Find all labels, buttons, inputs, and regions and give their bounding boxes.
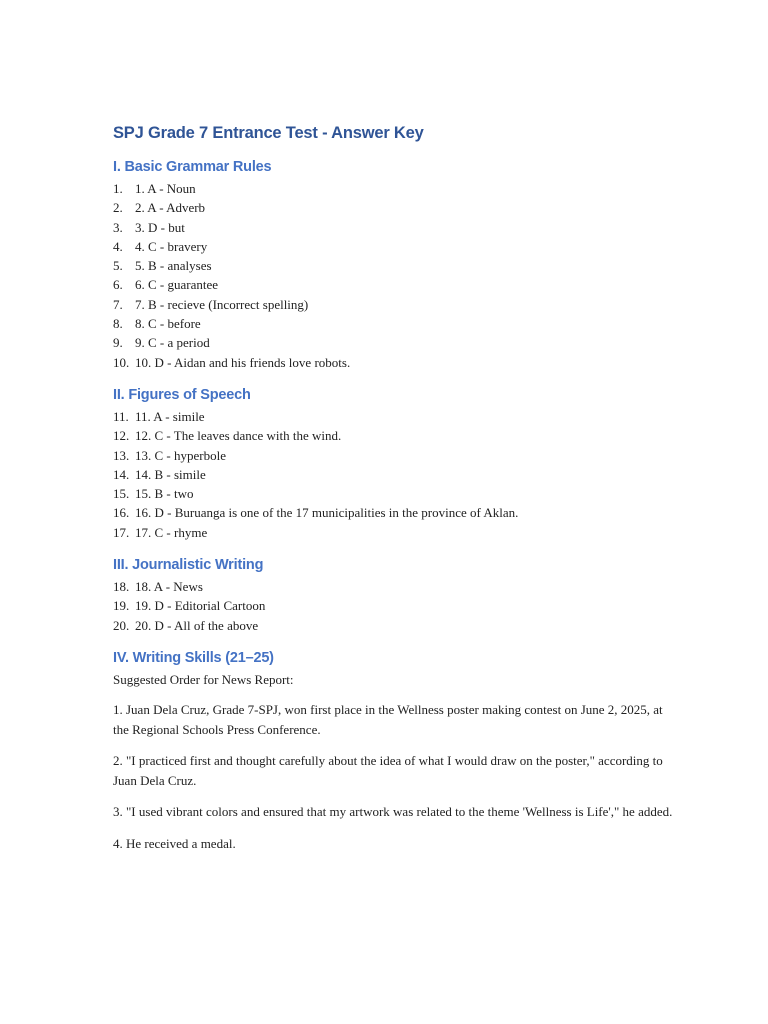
list-item <box>113 237 673 256</box>
answer-text: 10. D - Aidan and his friends love robots. <box>135 354 351 370</box>
answer-text: 9. C - a period <box>135 335 210 351</box>
list-number: 13. <box>113 447 130 463</box>
answer-text: 16. D - Buruanga is one of the 17 municipalities in the province of Aklan. <box>135 505 519 521</box>
list-item <box>113 198 673 217</box>
writing-intro: Suggested Order for News Report: <box>113 671 294 687</box>
list-number: 10. <box>113 354 130 370</box>
answer-text: 11. A - simile <box>135 408 205 424</box>
news-report-sentence-1: 1. Juan Dela Cruz, Grade 7-SPJ, won first place in the Wellness poster making contest on June 2, 2025, at the Regional Schools Press Conference. <box>113 702 663 737</box>
list-item <box>113 314 673 333</box>
list-number: 16. <box>113 505 130 521</box>
list-item <box>113 503 673 522</box>
list-number: 11. <box>113 408 129 424</box>
list-item <box>113 523 673 542</box>
answer-text: 12. C - The leaves dance with the wind. <box>135 428 342 444</box>
list-item <box>113 179 673 198</box>
list-item <box>113 446 673 465</box>
answer-text: 18. A - News <box>135 579 203 595</box>
list-number: 1. <box>113 181 123 196</box>
answer-text: 6. C - guarantee <box>135 277 219 293</box>
list-number: 17. <box>113 524 130 540</box>
answer-text: 2. A - Adverb <box>135 200 206 216</box>
list-item <box>113 333 673 352</box>
answer-text: 17. C - rhyme <box>135 524 208 540</box>
list-number: 15. <box>113 486 130 502</box>
section-heading-figures-of-speech: II. Figures of Speech <box>113 386 251 403</box>
list-item <box>113 256 673 275</box>
document-body <box>113 124 673 865</box>
answer-list-journalistic-writing <box>113 577 673 635</box>
news-report-sentence-4: 4. He received a medal. <box>113 835 236 851</box>
section-heading-journalistic-writing: III. Journalistic Writing <box>113 557 264 574</box>
answer-text: 1. A - Noun <box>135 181 196 196</box>
answer-text: 15. B - two <box>135 486 194 502</box>
list-number: 6. <box>113 277 123 293</box>
list-number: 14. <box>113 466 130 482</box>
list-item <box>113 426 673 445</box>
section-heading-grammar: I. Basic Grammar Rules <box>113 159 272 175</box>
list-item <box>113 353 673 372</box>
list-number: 18. <box>113 579 130 595</box>
answer-text: 4. C - bravery <box>135 238 208 254</box>
answer-text: 19. D - Editorial Cartoon <box>135 598 266 614</box>
list-number: 2. <box>113 200 123 216</box>
document-title: SPJ Grade 7 Entrance Test - Answer Key <box>113 124 424 142</box>
list-number: 4. <box>113 238 123 254</box>
list-item <box>113 577 673 596</box>
answer-list-grammar <box>113 179 673 372</box>
list-number: 20. <box>113 617 130 633</box>
list-number: 3. <box>113 219 123 235</box>
answer-text: 7. B - recieve (Incorrect spelling) <box>135 296 309 312</box>
list-number: 7. <box>113 296 123 312</box>
list-number: 12. <box>113 428 130 444</box>
news-report-sentence-3: 3. "I used vibrant colors and ensured that my artwork was related to the theme 'Wellness is Life'," he added. <box>113 804 673 820</box>
list-number: 5. <box>113 258 123 274</box>
list-number: 19. <box>113 598 130 614</box>
answer-text: 8. C - before <box>135 316 201 332</box>
list-item <box>113 218 673 237</box>
answer-text: 3. D - but <box>135 219 185 235</box>
list-item <box>113 484 673 503</box>
list-item <box>113 275 673 294</box>
news-report-sentence-2: 2. "I practiced first and thought carefully about the idea of what I would draw on the poster," according to Juan Dela Cruz. <box>113 753 663 788</box>
list-number: 8. <box>113 316 123 332</box>
answer-text: 13. C - hyperbole <box>135 447 226 463</box>
list-item <box>113 465 673 484</box>
answer-text: 14. B - simile <box>135 466 206 482</box>
section-heading-writing-skills: IV. Writing Skills (21–25) <box>113 649 274 666</box>
list-item <box>113 295 673 314</box>
answer-text: 20. D - All of the above <box>135 617 259 633</box>
list-item <box>113 596 673 615</box>
list-item <box>113 616 673 635</box>
list-number: 9. <box>113 335 123 351</box>
list-item <box>113 407 673 426</box>
answer-list-figures-of-speech <box>113 407 673 542</box>
answer-text: 5. B - analyses <box>135 258 212 274</box>
